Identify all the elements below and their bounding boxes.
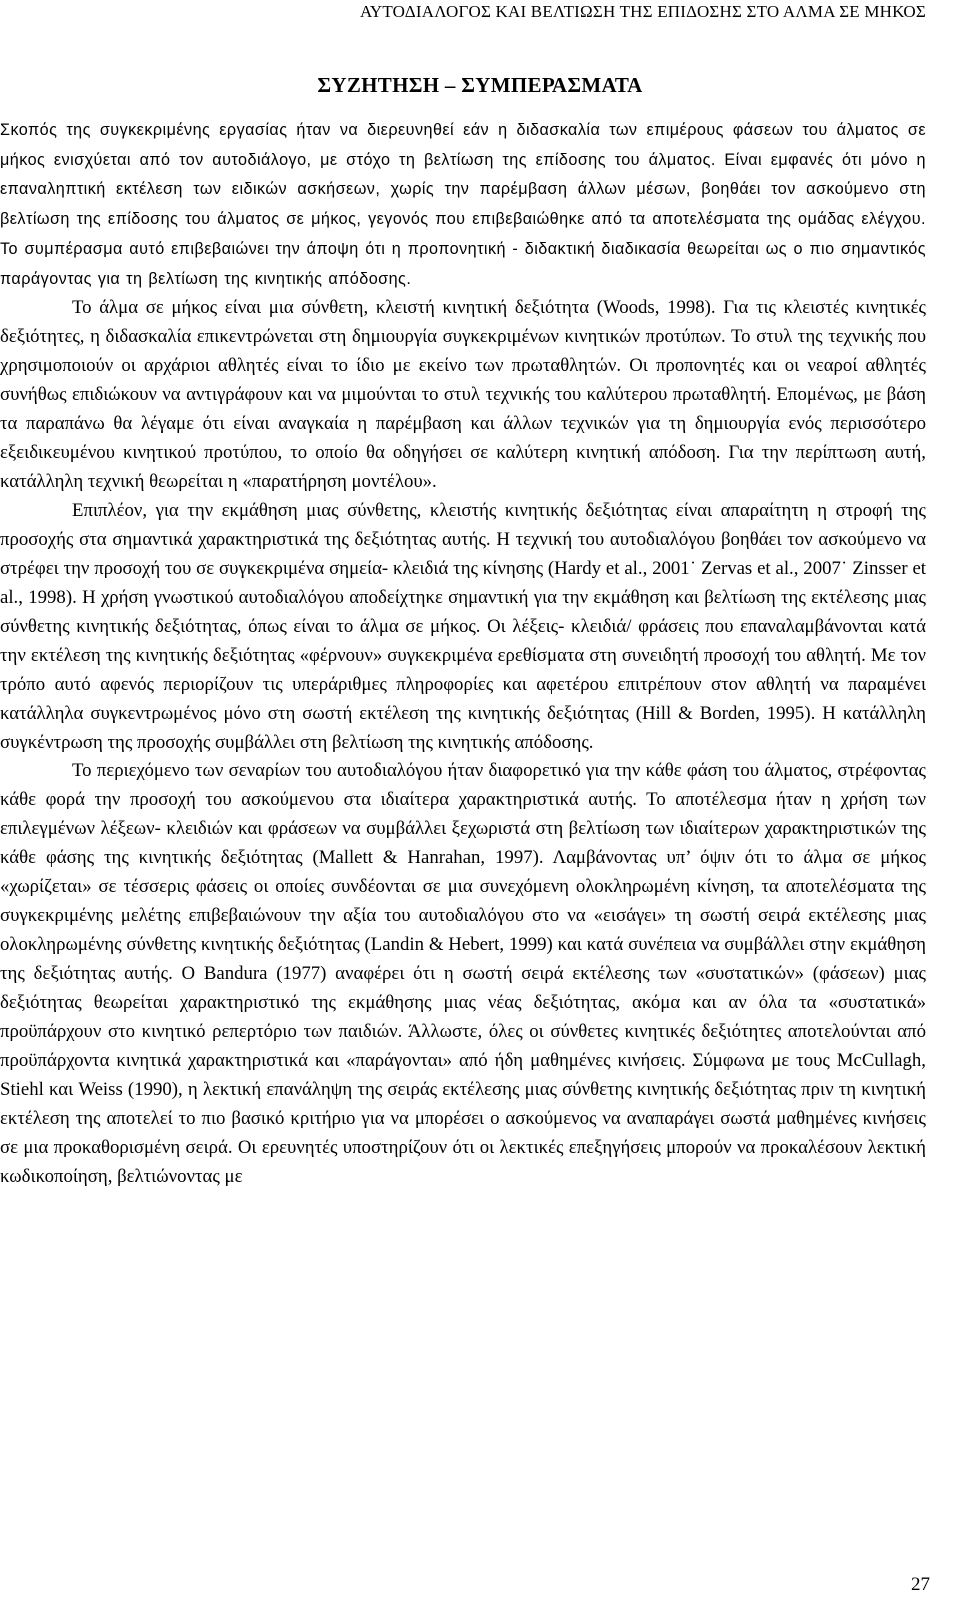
document-body — [0, 116, 926, 1192]
paragraph-closed-skill: Το άλμα σε μήκος είναι μια σύνθετη, κλειστή κινητική δεξιότητα (Woods, 1998). Για τις κλειστές κινητικές δεξιότητες, η διδασκαλία επικεντρώνεται στη δημιουργία συγκεκριμένων κινητικών προτύπων. Το στυλ της τεχνικής που χρησιμοποιούν οι αρχάριοι αθλητές είναι το ίδιο με εκείνο των πρωταθλητών. Οι προπονητές και οι νεαροί αθλητές συνήθως επιδιώκουν να αντιγράφουν και να μιμούνται το στυλ τεχνικής του καλύτερου πρωταθλητή. Επομένως, με βάση τα παραπάνω θα λέγαμε ότι είναι αναγκαία η παρέμβαση και άλλων τεχνικών για τη δημιουργία ενός περισσότερο εξειδικευμένου κινητικού προτύπου, το οποίο θα οδηγήσει σε καλύτερη κινητική απόδοση. Για την περίπτωση αυτή, κατάλληλη τεχνική θεωρείται η «παρατήρηση μοντέλου». — [0, 297, 926, 492]
paragraph-scenarios: Το περιεχόμενο των σεναρίων του αυτοδιαλόγου ήταν διαφορετικό για την κάθε φάση του άλματος, στρέφοντας κάθε φορά την προσοχή του ασκούμενου στα ιδιαίτερα χαρακτηριστικά αυτής. Το αποτέλεσμα ήταν η χρήση των επιλεγμένων λέξεων- κλειδιών και φράσεων να συμβάλλει ξεχωριστά στη βελτίωση των ιδιαίτερων χαρακτηριστικών της κάθε φάσης της κινητικής δεξιότητας (Mallett & Hanrahan, 1997). Λαμβάνοντας υπ’ όψιν ότι το άλμα σε μήκος «χωρίζεται» σε τέσσερις φάσεις οι οποίες συνδέονται σε μια συνεχόμενη ολοκληρωμένη κίνηση, τα αποτελέσματα της συγκεκριμένης μελέτης επιβεβαιώνουν την αξία του αυτοδιαλόγου στο να «εισάγει» τη σωστή σειρά εκτέλεσης μιας ολοκληρωμένης σύνθετης κινητικής δεξιότητας (Landin & Hebert, 1999) και κατά συνέπεια να συμβάλλει στην εκμάθηση της δεξιότητας αυτής. Ο Bandura (1977) αναφέρει ότι η σωστή σειρά εκτέλεσης των «συστατικών» (φάσεων) μιας δεξιότητας θεωρείται χαρακτηριστικό της εκμάθησης μιας νέας δεξιότητας, ακόμα και αν όλα τα «συστατικά» προϋπάρχουν στο κινητικό ρεπερτόριο των παιδιών. Άλλωστε, όλες οι σύνθετες κινητικές δεξιότητες αποτελούνται από προϋπάρχοντα κινητικά χαρακτηριστικά και «παράγονται» από ήδη μαθημένες κινήσεις. Σύμφωνα με τους McCullagh, Stiehl και Weiss (1990), η λεκτική επανάληψη της σειράς εκτέλεσης μιας σύνθετης κινητικής δεξιότητας πριν τη κινητική εκτέλεση της αποτελεί το πιο βασικό κριτήριο για να μπορέσει ο ασκούμενος να αναπαράγει σωστά μαθημένες κινήσεις σε μια προκαθορισμένη σειρά. Οι ερευνητές υποστηρίζουν ότι οι λεκτικές επεξηγήσεις μπορούν να προκαλέσουν λεκτική κωδικοποίηση, βελτιώνοντας με — [0, 760, 926, 1187]
running-header: ΑΥΤΟΔΙΑΛΟΓΟΣ ΚΑΙ ΒΕΛΤΙΩΣΗ ΤΗΣ ΕΠΙΔΟΣΗΣ ΣΤΟ ΑΛΜΑ ΣΕ ΜΗΚΟΣ — [360, 2, 926, 21]
paragraph-attention: Επιπλέον, για την εκμάθηση μιας σύνθετης, κλειστής κινητικής δεξιότητας είναι απαραίτητη η στροφή της προσοχής στα σημαντικά χαρακτηριστικά της δεξιότητας αυτής. Η τεχνική του αυτοδιαλόγου βοηθάει τον ασκούμενο να στρέφει την προσοχή του σε συγκεκριμένα σημεία- κλειδιά της κίνησης (Hardy et al., 2001˙ Zervas et al., 2007˙ Zinsser et al., 1998). Η χρήση γνωστικού αυτοδιαλόγου αποδείχτηκε σημαντική για την εκμάθηση και βελτίωση της εκτέλεσης μιας σύνθετης κινητικής δεξιότητας, όπως είναι το άλμα σε μήκος. Οι λέξεις- κλειδιά/ φράσεις που επαναλαμβάνονται κατά την εκτέλεση της κινητικής δεξιότητας «φέρνουν» συγκεκριμένα ερεθίσματα στη συνειδητή προσοχή του αθλητή. Με τον τρόπο αυτό αφενός περιορίζουν τις υπεράριθμες πληροφορίες και αφετέρου επιτρέπουν στον αθλητή να παραμένει κατάλληλα συγκεντρωμένος μόνο στη σωστή εκτέλεση της κινητικής δεξιότητας (Hill & Borden, 1995). Η κατάλληλη συγκέντρωση της προσοχής συμβάλλει στη βελτίωση της κινητικής απόδοσης. — [0, 499, 926, 753]
section-title: ΣΥΖΗΤΗΣΗ – ΣΥΜΠΕΡΑΣΜΑΤΑ — [317, 73, 643, 97]
page-number: 27 — [911, 1574, 930, 1595]
paragraph-purpose: Σκοπός της συγκεκριμένης εργασίας ήταν να διερευνηθεί εάν η διδασκαλία των επιμέρους φάσεων του άλματος σε μήκος ενισχύεται από τον αυτοδιάλογο, με στόχο τη βελτίωση της επίδοσης του άλματος. Είναι εμφανές ότι μόνο η επαναληπτική εκτέλεση των ειδικών ασκήσεων, χωρίς την παρέμβαση άλλων μέσων, βοηθάει τον ασκούμενο στη βελτίωση της επίδοσης του άλματος σε μήκος, γεγονός που επιβεβαιώθηκε από τα αποτελέσματα της ομάδας ελέγχου. Το συμπέρασμα αυτό επιβεβαιώνει την άποψη ότι η προπονητική - διδακτική διαδικασία θεωρείται ως ο πιο σημαντικός παράγοντας για τη βελτίωση της κινητικής απόδοσης. — [0, 121, 926, 288]
